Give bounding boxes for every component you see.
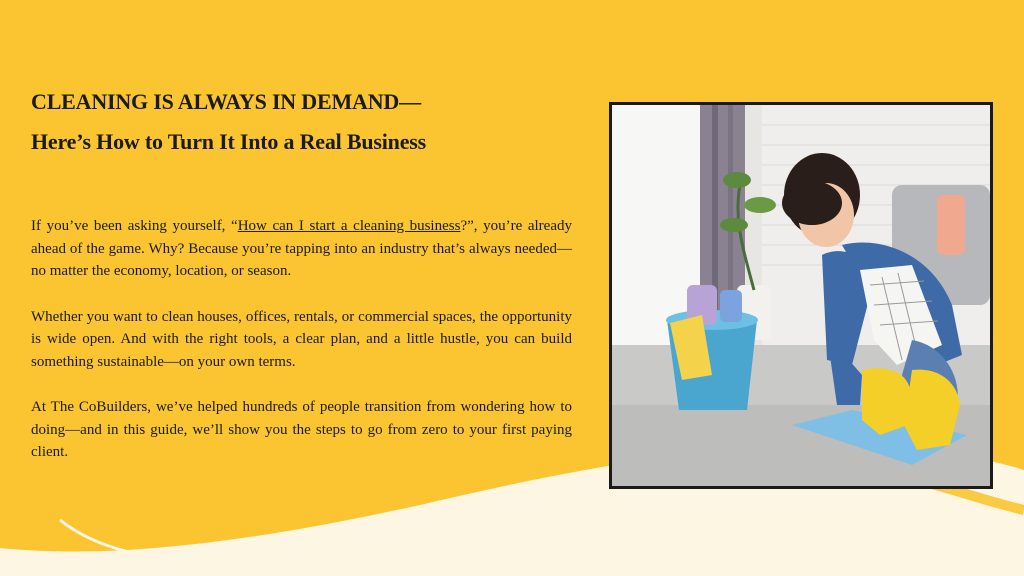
- cleaning-photo: [609, 102, 993, 489]
- cleaning-business-link[interactable]: How can I start a cleaning business: [237, 218, 461, 234]
- paragraph-intro-suffix: ?”, you’re already ahead of the game. Why? Because you’re tapping into an industry that’s always needed—no matter the economy, location, or season.: [31, 218, 572, 279]
- title-block: [31, 82, 591, 162]
- paragraph-cobuilders: At The CoBuilders, we’ve helped hundreds of people transition from wondering how to doing—and in this guide, we’ll show you the steps to go from zero to your first paying client.: [31, 399, 572, 460]
- cleaning-woman-illustration: [612, 105, 990, 486]
- page-subtitle: Here’s How to Turn It Into a Real Business: [31, 129, 426, 154]
- paragraph-opportunity: Whether you want to clean houses, offices, rentals, or commercial spaces, the opportunity is wide open. And with the right tools, a clear plan, and a little hustle, you can build something sustainable—on your own terms.: [31, 308, 572, 370]
- paragraph-intro-prefix: If you’ve been asking yourself, “: [31, 218, 238, 234]
- body-text: [31, 215, 572, 487]
- page-title: CLEANING IS ALWAYS IN DEMAND—: [31, 89, 421, 114]
- paragraph-intro: [31, 215, 572, 283]
